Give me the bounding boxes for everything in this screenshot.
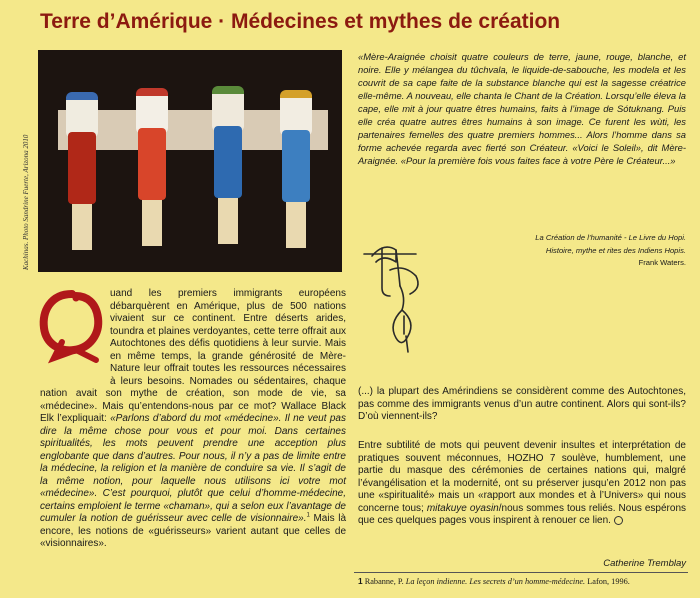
kachina-body [138,128,166,200]
para3-start: Entre subtilité de mots qui peuvent devenir insultes et interprétation de pratiques souvent méconnues, HOZHO 7 soulève, humblement, une partie du masque des cérémonies de certaines nations qui, malgré l’évangélisation et la modernité, ont su préserver jusqu’en 2012 non pas une «spiritualité» mais un «rapport aux mondes et à l’Univers» qui nous concerne tous; [358,440,686,514]
article-paragraph-2: (...) la plupart des Amérindiens se considèrent comme des Autochtones, pas comme des immigrants venus d’un autre continent. Alors qui sont-ils? D’où viennent-ils? [358,386,686,422]
black-elk-quote: «Parlons d’abord du mot «médecine». Il ne veut pas dire la même chose pour vous et pour moi. Dans certaines spiritualités, les mots peuvent prendre une acception plus englobante que dans d’autres. Pour nous, il n’y a pas de limite entre la médecine, la religion et la manière de conduire sa vie. Il s’agit de la même notion, pour laquelle nous utilisons ici votre mot «médecine». C’est pourquoi, plutôt que celui d’homme-médecine, certains emploient le terme «chaman», qui a selon eux l’avantage de cumuler la notion de guérisseur avec celle de visionnaire». [40,413,346,524]
author-signature: Catherine Tremblay [603,558,686,569]
hopi-glyph-icon [362,236,440,354]
dropcap-space [40,288,110,376]
kachina-legs [218,198,238,244]
footnote-author: Rabanne, P. [362,577,406,586]
kachina-legs [286,202,306,248]
quote-source [450,232,686,270]
kachina-legs [142,200,162,246]
intro-end-text: Mais là encore, les notions de «guérisseurs» varient autant que celles de «visionnaires». [40,513,347,549]
para3-end: /nous sommes tous reliés. Nous espérons que ces quelques pages vous inspirent à renouer ce lien. [358,502,687,526]
source-subtitle: Histoire, mythe et rites des Indiens Hopis. [545,245,686,255]
footnote-divider [354,572,688,573]
footnote [358,576,688,586]
footnote-number: 1 [358,576,363,586]
footnote-publisher: Lafon, 1996. [585,577,630,586]
kachina-body [214,126,242,198]
article-paragraph-3 [358,440,686,528]
footnote-ref[interactable]: 1 [306,512,310,519]
kachina-body [282,130,310,202]
source-author: Frank Waters. [638,258,686,267]
creation-quote: «Mère-Araignée choisit quatre couleurs de terre, jaune, rouge, blanche, et noire. Elle y mélangea du tûchvala, le liquide-de-sabouche, les modela et les couvrit de sa cape faite de la substance blanche qui est la sagesse créatrice elle-même. A nouveau, elle chanta le Chant de la Création. Lorsqu’elle éleva la cape, elle mit à jour quatre êtres humains, faits à l’image de Sótuknang. Puis elle créa quatre autres êtres humains à son image. Ce furent les wùti, les partenaires femelles des quatre premiers hommes... Alors l’homme dans sa forme achevée regarda avec fierté son Créateur. «Voici le Soleil», dit Mère-Araignée. «Pour la première fois vous faites face à votre Père le Créateur...» [358,51,686,166]
footnote-book-title: La leçon indienne. Les secrets d’un homme-médecine. [405,577,586,586]
para3-lakota-phrase: mitakuye oyasin [426,502,499,514]
page-title: Terre d’Amérique · Médecines et mythes de création [40,10,561,33]
intro-text: uand les premiers immigrants européens débarquèrent en Amérique, plus de 500 nations vivaient sur ce continent. Entre déserts arides, toundra et plaines verdoyantes, cette terre offrait aux Autochtones des défis quotidiens à leur survie. Mais en même temps, la grande générosité de Mère-Nature leur offrait toutes les ressources nécessaires à leurs besoins. Nomades ou sédentaires, chaque nation avait son mythe de création, son mode de vie, sa «médecine». Mais qu’entendons-nous par ce mot? Wallace Black Elk l’expliquait: [40,288,346,424]
kachina-legs [72,204,92,250]
kachina-body [68,132,96,204]
article-column-left [40,288,346,551]
source-title: La Création de l’humanité - Le Livre du Hopi. [535,233,686,242]
kachina-photo [38,50,342,272]
end-mark-icon [614,516,623,525]
photo-credit: Kachinas. Photo Sandrine Fuerte, Arizona 2010 [22,134,30,270]
